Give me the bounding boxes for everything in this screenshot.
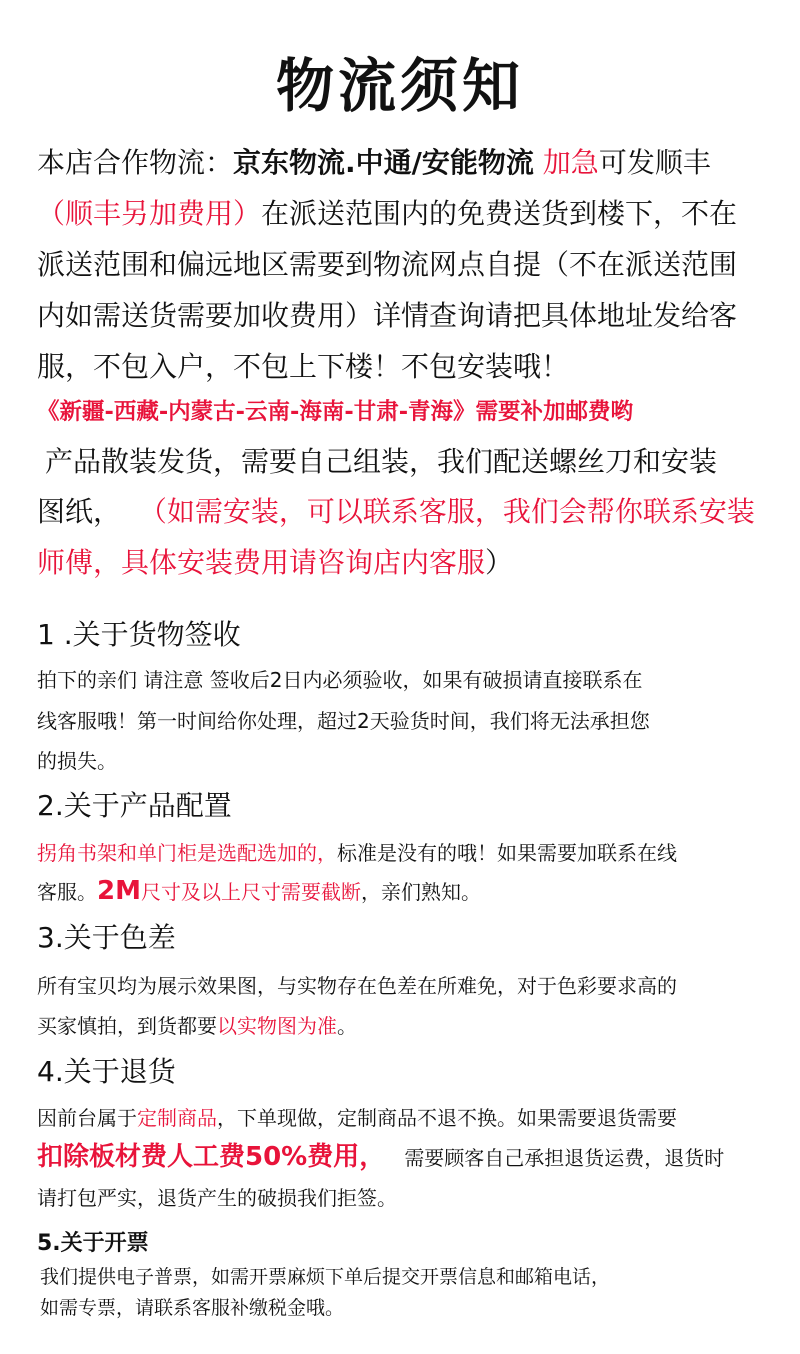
intro-line-2	[37, 194, 737, 234]
section-1-line: 的损失。	[37, 749, 117, 773]
carrier-names: 京东物流.中通/安能物流	[233, 146, 534, 179]
intro-text: 图纸，	[37, 495, 122, 528]
section-1-line: 线客服哦！第一时间给你处理，超过2天验货时间，我们将无法承担您	[37, 709, 650, 733]
section-2-line-2	[37, 876, 481, 907]
section-4-line: 请打包严实，退货产生的破损我们拒签。	[37, 1186, 397, 1210]
section-text: 标准是没有的哦！如果需要加联系在线	[337, 841, 677, 865]
size-2m-label: 2M	[97, 876, 141, 906]
intro-text: ）	[485, 546, 514, 579]
section-5-line: 如需专票，请联系客服补缴税金哦。	[40, 1297, 345, 1319]
custom-goods-label: 定制商品	[137, 1106, 217, 1130]
section-text: ，亲们熟知。	[360, 880, 481, 904]
section-5-line: 我们提供电子普票，如需开票麻烦下单后提交开票信息和邮箱电话，	[40, 1266, 611, 1288]
intro-line-7: 产品散装发货，需要自己组装，我们配送螺丝刀和安装	[45, 445, 718, 478]
cut-notice: 尺寸及以上尺寸需要截断	[140, 880, 361, 904]
intro-line-4: 内如需送货需要加收费用）详情查询请把具体地址发给客	[37, 299, 738, 332]
section-text: 。	[337, 1014, 357, 1038]
section-3-line: 所有宝贝均为展示效果图，与实物存在色差在所难免，对于色彩要求高的	[37, 974, 677, 998]
section-3-heading: 3.关于色差	[37, 921, 176, 954]
section-text: 买家慎拍，到货都要	[37, 1014, 217, 1038]
section-1-line: 拍下的亲们 请注意 签收后2日内必须验收，如果有破损请直接联系在	[37, 668, 643, 692]
intro-line-8	[37, 492, 755, 532]
urgent-label: 加急	[542, 146, 599, 179]
section-text: ，下单现做，定制商品不退不换。如果需要退货需要	[217, 1106, 677, 1130]
section-4-line-1	[37, 1103, 677, 1133]
section-1-heading: 1 .关于货物签收	[37, 618, 241, 651]
optional-items-notice: 拐角书架和单门柜是选配选加的，	[37, 841, 337, 865]
intro-line-1	[37, 143, 711, 183]
intro-text: 本店合作物流：	[37, 146, 234, 179]
sf-extra-fee: （顺丰另加费用）	[37, 197, 262, 230]
remote-regions-notice: 《新疆-西藏-内蒙古-云南-海南-甘肃-青海》需要补加邮费哟	[37, 399, 634, 425]
section-4-line-2	[37, 1142, 724, 1173]
page-title: 物流须知	[275, 52, 524, 120]
intro-text: 在派送范围内的免费送货到楼下，不在	[261, 197, 738, 230]
section-5-heading: 5.关于开票	[37, 1231, 149, 1256]
intro-text: 可发顺丰	[598, 146, 711, 179]
section-text: 需要顾客自己承担退货运费，退货时	[404, 1146, 725, 1170]
section-text: 因前台属于	[37, 1106, 137, 1130]
intro-line-9	[37, 543, 513, 583]
deduction-notice: 扣除板材费人工费50%费用，	[37, 1142, 386, 1172]
intro-line-3: 派送范围和偏远地区需要到物流网点自提（不在派送范围	[37, 248, 738, 281]
real-photo-notice: 以实物图为准	[217, 1014, 337, 1038]
install-contact-notice: （如需安装，可以联系客服，我们会帮你联系安装	[138, 495, 755, 528]
section-2-heading: 2.关于产品配置	[37, 789, 232, 822]
section-3-line-2	[37, 1011, 357, 1041]
section-2-line-1	[37, 838, 677, 868]
install-contact-notice-cont: 师傅，具体安装费用请咨询店内客服	[37, 546, 486, 579]
section-4-heading: 4.关于退货	[37, 1055, 176, 1088]
intro-line-5: 服，不包入户，不包上下楼！不包安装哦！	[37, 350, 570, 383]
section-text: 客服。	[37, 880, 97, 904]
